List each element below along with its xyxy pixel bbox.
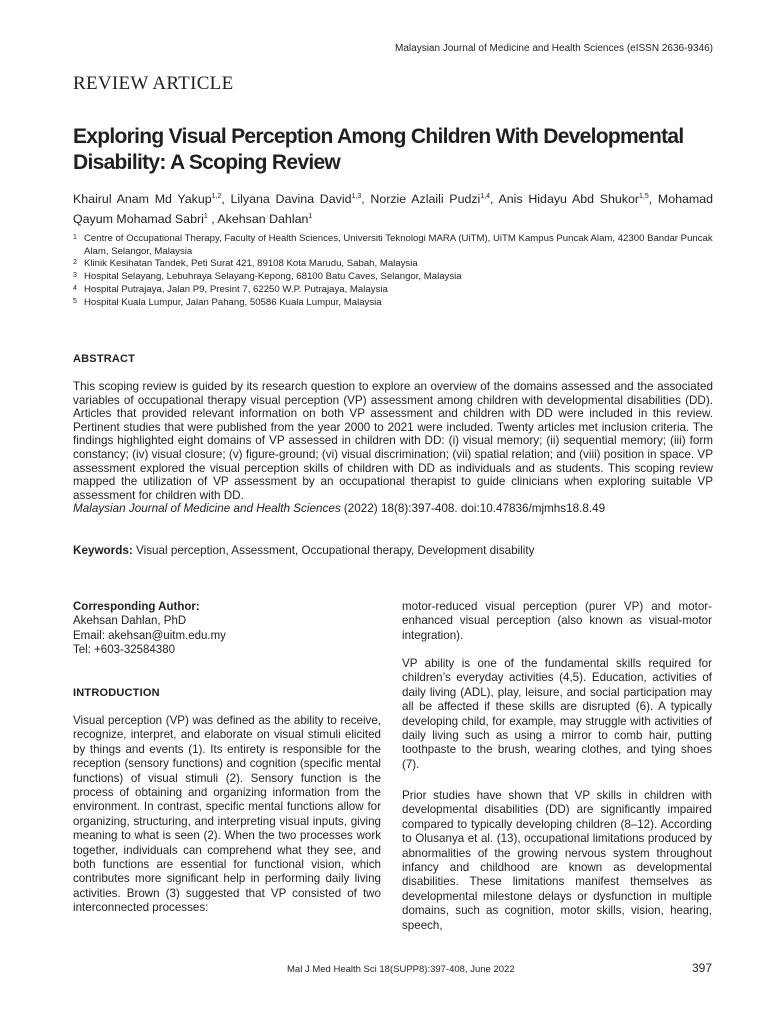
abstract-text: This scoping review is guided by its research question to explore an overview of the domains assessed and the associated variables of occupational therapy visual perception (VP) assessment among children with developmental disabilities (DD). Articles that provided relevant information on both VP assessment and children with DD were included in this review. Pertinent studies that were published from the year 2000 to 2021 were included. Twenty articles met inclusion criteria. The findings highlighted eight domains of VP assessed in children with DD: (i) visual memory; (ii) sequential memory; (iii) form constancy; (iv) visual closure; (v) figure-ground; (vi) visual discrimination; (vii) spatial relation; and (viii) position in space. VP assessment explored the visual perception skills of children with DD as individuals and as students. This scoping review mapped the utilization of VP assessment by an occupational therapist to guide clinicians when exploring suitable VP assessment for children with DD. <box>73 380 713 502</box>
introduction-right-paragraph-3: Prior studies have shown that VP skills in children with developmental disabilities (DD) are significantly impaired compared to typically developing children (8–12). According to Olusanya et al. (13), occupational limitations produced by abnormalities of the growing nervous system throughout infancy and childhood are known as developmental disabilities. These limitations manifest themselves as developmental milestone delays or dysfunction in multiple domains, such as cognition, motor skills, vision, hearing, speech, <box>402 789 712 932</box>
affiliation-text: Centre of Occupational Therapy, Faculty of Health Sciences, Universiti Teknologi MARA (UiTM), UiTM Kampus Puncak Alam, 42300 Bandar Puncak Alam, Selangor, Malaysia <box>84 233 713 257</box>
author: Khairul Anam Md Yakup$^{1,2}$, <box>73 192 231 207</box>
author <box>217 212 312 226</box>
author-affiliation-mark: 1 <box>203 213 208 221</box>
corresponding-author <box>73 600 381 658</box>
author-affiliation-mark: 1,4 <box>480 193 491 200</box>
affiliation-text: Klinik Kesihatan Tandek, Peti Surat 421, 89108 Kota Marudu, Sabah, Malaysia <box>84 258 418 270</box>
corresponding-author-label: Corresponding Author: <box>73 601 200 613</box>
author: Mohamad Qayum Mohamad Sabri$^1$ , <box>73 192 713 227</box>
affiliation-item <box>73 297 718 310</box>
introduction-right-paragraph-1: motor-reduced visual perception (purer VP) and motor-enhanced visual perception (also known as visual-motor integration). <box>402 600 712 642</box>
keywords <box>73 544 713 557</box>
affiliation-text: Hospital Kuala Lumpur, Jalan Pahang, 50586 Kuala Lumpur, Malaysia <box>84 296 382 308</box>
introduction-heading: INTRODUCTION <box>73 687 160 699</box>
paper-title: Exploring Visual Perception Among Children With Developmental Disability: A Scoping Review <box>73 125 684 174</box>
affiliation-list <box>73 233 718 309</box>
keywords-text: Visual perception, Assessment, Occupational therapy, Development disability <box>132 544 535 557</box>
author-affiliation-mark: 1,3 <box>351 193 362 200</box>
affiliation-number: 2 <box>73 259 77 267</box>
author-name: Lilyana Davina David <box>230 192 352 207</box>
affiliation-number: 4 <box>73 284 77 292</box>
affiliation-item <box>73 271 718 284</box>
abstract-body <box>73 380 713 516</box>
author: Norzie Azlaili Pudzi$^{1,4}$, <box>370 192 499 207</box>
article-type: REVIEW ARTICLE <box>73 73 234 94</box>
author: Anis Hidayu Abd Shukor$^{1,5}$, <box>498 192 658 207</box>
affiliation-item <box>73 284 718 297</box>
keywords-label: Keywords: <box>73 544 133 557</box>
author-affiliation-mark: 1 <box>308 213 313 221</box>
footer-citation: Mal J Med Health Sci 18(SUPP8):397-408, June 2022 <box>287 964 515 975</box>
abstract-heading: ABSTRACT <box>73 353 136 365</box>
author-name: Khairul Anam Md Yakup <box>73 192 212 207</box>
citation-details: (2022) 18(8):397-408. doi:10.47836/mjmhs18.8.49 <box>340 502 606 516</box>
author-list <box>73 188 713 228</box>
affiliation-item <box>73 258 718 271</box>
author-affiliation-mark: 1,2 <box>211 193 222 200</box>
author: Lilyana Davina David$^{1,3}$, <box>230 192 371 207</box>
author-name: Mohamad Qayum Mohamad Sabri <box>73 192 713 227</box>
affiliation-number: 3 <box>73 272 77 280</box>
affiliation-text: Hospital Selayang, Lebuhraya Selayang-Kepong, 68100 Batu Caves, Selangor, Malaysia <box>84 271 462 283</box>
author-name: Norzie Azlaili Pudzi <box>370 192 481 207</box>
affiliation-item <box>73 233 718 258</box>
journal-header: Malaysian Journal of Medicine and Health Sciences (eISSN 2636-9346) <box>395 43 713 54</box>
citation-journal: Malaysian Journal of Medicine and Health Sciences <box>73 502 341 516</box>
introduction-right-paragraph-2: VP ability is one of the fundamental skills required for children’s everyday activities (4,5). Education, activities of daily living (ADL), play, leisure, and social participation may all be affected if these skills are disrupted (6). A typically developing child, for example, may struggle with activities of daily living such as using a mirror to comb hair, putting toothpaste to the brush, wearing clothes, and tying shoes (7). <box>402 657 712 771</box>
affiliation-text: Hospital Putrajaya, Jalan P9, Presint 7, 62250 W.P. Putrajaya, Malaysia <box>84 283 388 295</box>
author-name: Anis Hidayu Abd Shukor <box>498 192 639 207</box>
corresponding-author-name: Akehsan Dahlan, PhD <box>73 615 187 628</box>
affiliation-number: 1 <box>73 234 77 241</box>
corresponding-author-tel: Tel: +603-32584380 <box>73 644 175 657</box>
corresponding-author-email: Email: akehsan@uitm.edu.my <box>73 629 226 642</box>
page-number: 397 <box>691 961 712 975</box>
author-name: Akehsan Dahlan <box>217 212 309 227</box>
affiliation-number: 5 <box>73 297 77 305</box>
introduction-left-paragraph: Visual perception (VP) was defined as the ability to receive, recognize, interpret, and elaborate on visual stimuli elicited by things and events (1). Its entirety is responsible for the reception (sensory functions) and cognition (specific mental functions) of visual stimuli (2). Sensory function is the process of obtaining and organizing information from the environment. In contrast, specific mental functions allow for organizing, structuring, and interpreting visual inputs, giving meaning to what is seen (2). When the two processes work together, individuals can comprehend what they see, and both functions are essential for functional vision, which contributes more significant help in performing daily living activities. Brown (3) suggested that VP consisted of two interconnected processes: <box>73 714 381 915</box>
author-affiliation-mark: 1,5 <box>638 193 649 200</box>
